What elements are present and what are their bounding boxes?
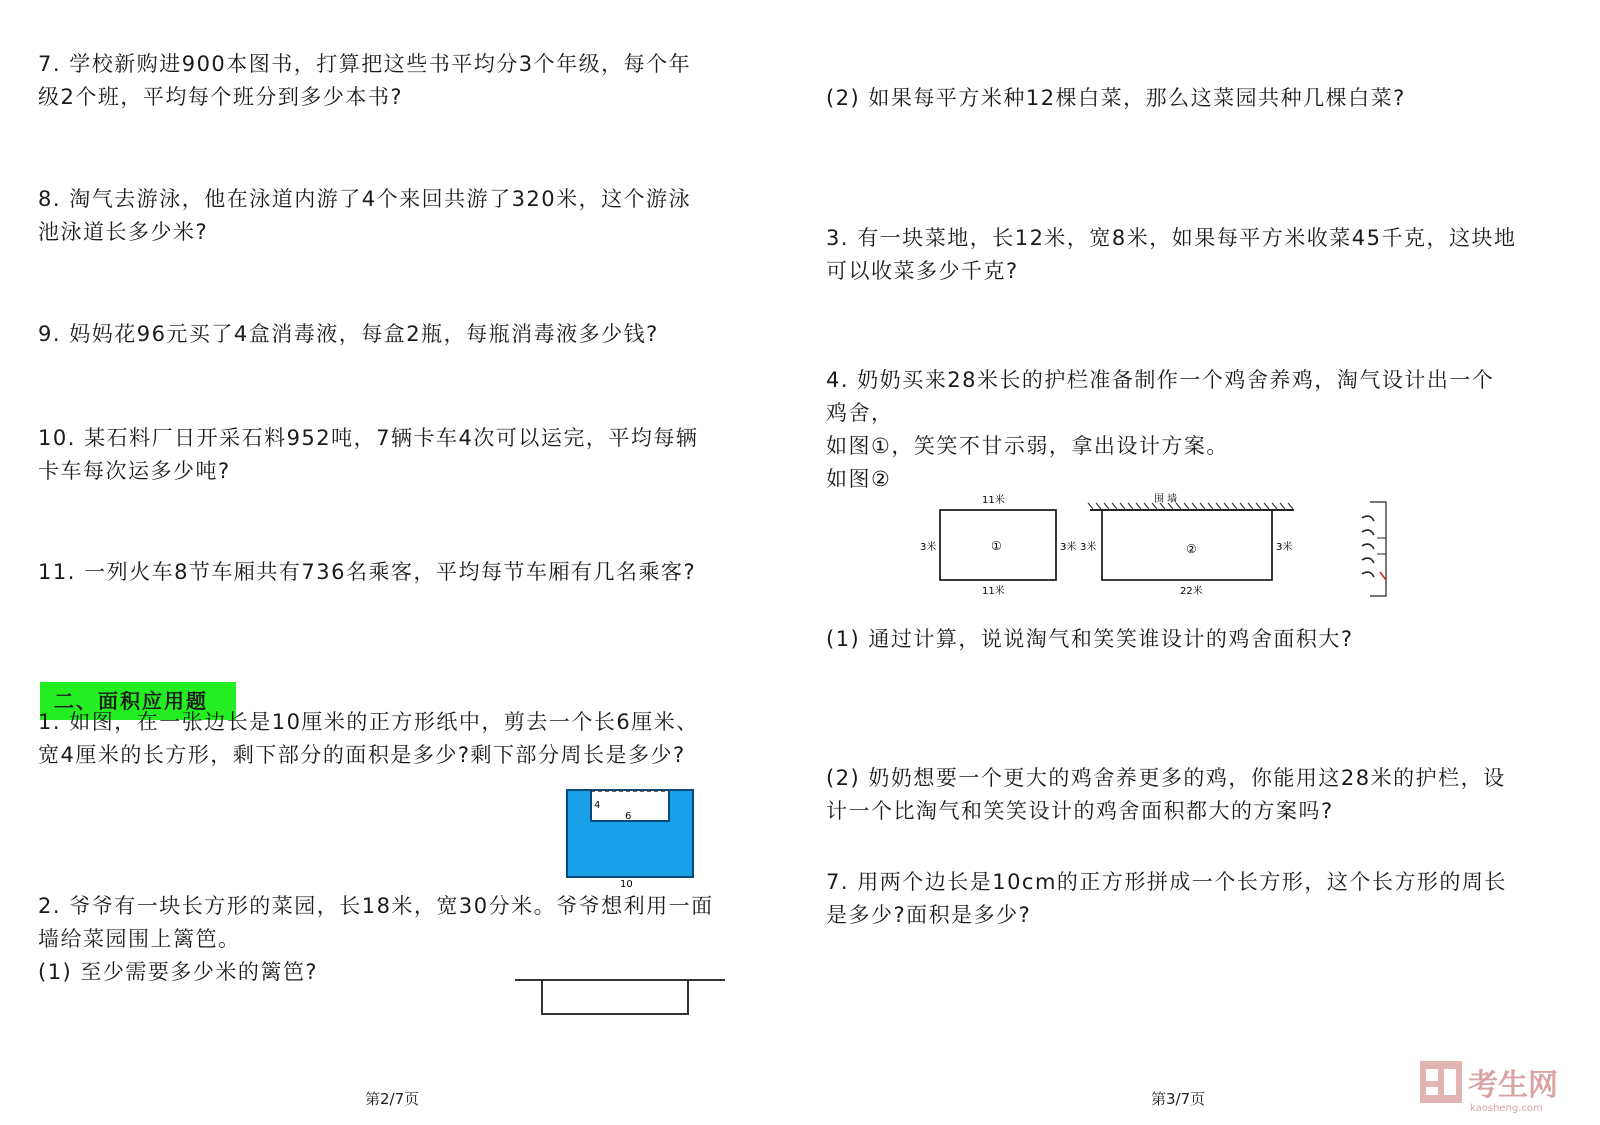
wall-label: 围 墙 [1154, 494, 1178, 505]
question-8 [38, 183, 691, 249]
garden-fence-outline [542, 980, 688, 1014]
notebook-spiral-icon [1362, 502, 1386, 596]
area-question-4-line-4: 如图② [826, 467, 892, 491]
question-11-line-1: 11. 一列火车8节车厢共有736名乘客，平均每节车厢有几名乘客? [38, 560, 697, 584]
cut-square-figure [560, 785, 710, 890]
wall-garden-figure [510, 970, 730, 1025]
design-1-right-width: 3米 [1060, 542, 1077, 553]
area-question-4-part-2-line-2: 计一个比淘气和笑笑设计的鸡舍面积都大的方案吗? [826, 799, 1334, 823]
area-question-4-line-3: 如图①，笑笑不甘示弱，拿出设计方案。 [826, 434, 1229, 458]
area-question-4-part-2 [826, 762, 1506, 828]
area-question-1 [38, 706, 699, 772]
design-2-mark: ② [1186, 542, 1197, 556]
remaining-paper-shape [567, 790, 693, 877]
area-question-7 [826, 866, 1507, 932]
label-10: 10 [620, 879, 633, 890]
area-question-4-line-1: 4. 奶奶买来28米长的护栏准备制作一个鸡舍养鸡，淘气设计出一个 [826, 368, 1495, 392]
area-question-4-part-2-line-1: (2) 奶奶想要一个更大的鸡舍养更多的鸡，你能用这28米的护栏，设 [826, 766, 1506, 790]
design-2-left-width: 3米 [1080, 542, 1097, 553]
question-8-line-1: 8. 淘气去游泳，他在泳道内游了4个来回共游了320米，这个游泳 [38, 187, 692, 211]
question-7 [38, 48, 691, 114]
design-1-left-width: 3米 [920, 542, 937, 553]
question-10 [38, 422, 698, 488]
question-10-line-2: 卡车每次运多少吨? [38, 459, 231, 483]
section-title: 二、面积应用题 [40, 682, 236, 720]
page-footer-left: 第2/7页 [365, 1090, 420, 1108]
area-question-2-line-3: (1) 至少需要多少米的篱笆? [38, 960, 319, 984]
area-question-4-part-1-line-1: (1) 通过计算，说说淘气和笑笑谁设计的鸡舍面积大? [826, 627, 1354, 651]
watermark-text: 考生网 [1468, 1068, 1558, 1103]
watermark-url: kaosheng.com [1470, 1103, 1543, 1114]
watermark [1420, 1055, 1590, 1115]
design-1-bottom-length: 11米 [982, 586, 1005, 597]
area-question-3-line-1: 3. 有一块菜地，长12米，宽8米，如果每平方米收菜45千克，这块地 [826, 226, 1517, 250]
question-9-line-1: 9. 妈妈花96元买了4盒消毒液，每盒2瓶，每瓶消毒液多少钱? [38, 322, 659, 346]
area-question-4 [826, 364, 1494, 496]
area-question-3 [826, 222, 1517, 288]
question-8-line-2: 池泳道长多少米? [38, 220, 209, 244]
question-11 [38, 556, 696, 589]
question-7-line-2: 级2个班，平均每个班分到多少本书? [38, 85, 404, 109]
area-question-2-part-2-line-1: (2) 如果每平方米种12棵白菜，那么这菜园共种几棵白菜? [826, 86, 1406, 110]
page-footer-right: 第3/7页 [1151, 1090, 1206, 1108]
area-question-2-line-1: 2. 爷爷有一块长方形的菜园，长18米，宽30分米。爷爷想利用一面 [38, 894, 714, 918]
area-question-3-line-2: 可以收菜多少千克? [826, 259, 1019, 283]
question-10-line-1: 10. 某石料厂日开采石料952吨，7辆卡车4次可以运完，平均每辆 [38, 426, 699, 450]
design-1-top-length: 11米 [982, 495, 1005, 506]
area-question-7-line-2: 是多少?面积是多少? [826, 903, 1032, 927]
design-1-mark: ① [991, 539, 1002, 553]
question-7-line-1: 7. 学校新购进900本图书，打算把这些书平均分3个年级，每个年 [38, 52, 692, 76]
design-2-right-width: 3米 [1276, 542, 1293, 553]
coop-design-figure [918, 488, 1396, 603]
area-question-1-line-1: 1. 如图，在一张边长是10厘米的正方形纸中，剪去一个长6厘米、 [38, 710, 699, 734]
area-question-2-line-2: 墙给菜园围上篱笆。 [38, 927, 241, 951]
area-question-4-part-1 [826, 623, 1354, 656]
design-2-bottom-length: 22米 [1180, 586, 1203, 597]
label-4: 4 [594, 800, 601, 811]
question-9 [38, 318, 659, 351]
watermark-logo-icon [1420, 1055, 1590, 1115]
area-question-7-line-1: 7. 用两个边长是10cm的正方形拼成一个长方形，这个长方形的周长 [826, 870, 1507, 894]
area-question-4-line-2: 鸡舍， [826, 401, 894, 425]
label-6: 6 [625, 811, 632, 822]
area-question-2-part-2 [826, 82, 1406, 115]
area-question-1-line-2: 宽4厘米的长方形，剩下部分的面积是多少?剩下部分周长是多少? [38, 743, 686, 767]
wall-hatching [1088, 503, 1293, 509]
right-page [800, 0, 1600, 1125]
